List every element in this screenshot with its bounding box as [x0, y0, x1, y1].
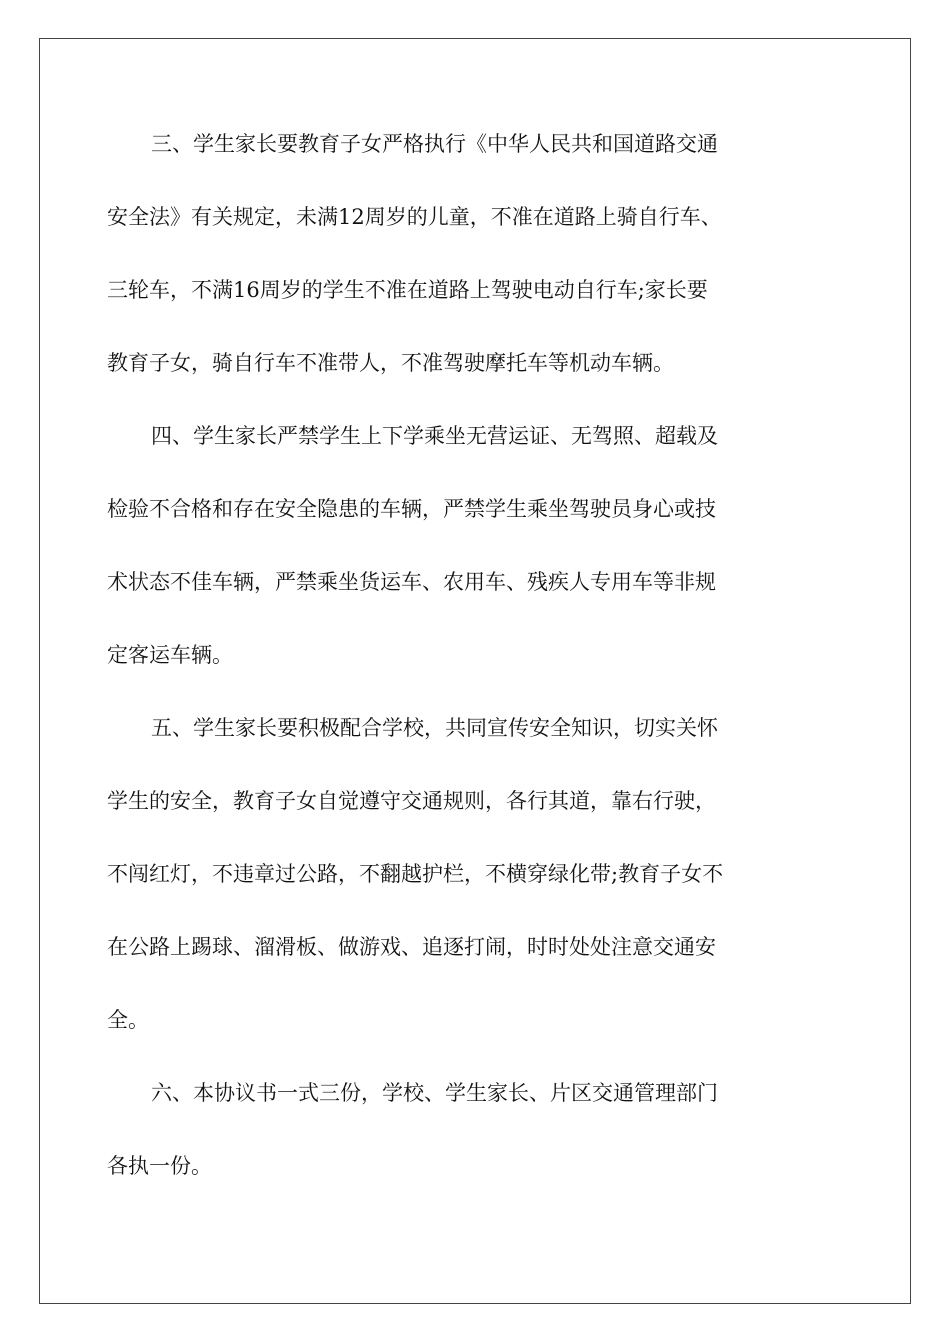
text-line: 四、学生家长严禁学生上下学乘坐无营运证、无驾照、超载及	[151, 424, 718, 448]
text-line: 安全法》有关规定，未满12周岁的儿童，不准在道路上骑自行车、	[107, 205, 722, 229]
paragraph-3	[107, 108, 767, 400]
text-line: 定客运车辆。	[107, 643, 233, 667]
text-line: 在公路上踢球、溜滑板、做游戏、追逐打闹，时时处处注意交通安	[107, 935, 716, 959]
paragraph-5	[107, 692, 767, 1057]
text-line: 学生的安全，教育子女自觉遵守交通规则，各行其道，靠右行驶，	[107, 789, 716, 813]
text-line: 各执一份。	[107, 1154, 212, 1178]
paragraph-4	[107, 400, 767, 692]
text-line: 五、学生家长要积极配合学校，共同宣传安全知识，切实关怀	[151, 716, 718, 740]
text-line: 教育子女，骑自行车不准带人，不准驾驶摩托车等机动车辆。	[107, 351, 674, 375]
paragraph-6	[107, 1057, 767, 1203]
text-line: 检验不合格和存在安全隐患的车辆，严禁学生乘坐驾驶员身心或技	[107, 497, 716, 521]
text-line: 三、学生家长要教育子女严格执行《中华人民共和国道路交通	[151, 132, 718, 156]
text-line: 六、本协议书一式三份，学校、学生家长、片区交通管理部门	[151, 1081, 718, 1105]
document-body	[107, 108, 767, 1203]
text-line: 术状态不佳车辆，严禁乘坐货运车、农用车、残疾人专用车等非规	[107, 570, 716, 594]
text-line: 不闯红灯，不违章过公路，不翻越护栏，不横穿绿化带;教育子女不	[107, 862, 724, 886]
text-line: 全。	[107, 1008, 149, 1032]
text-line: 三轮车，不满16周岁的学生不准在道路上驾驶电动自行车;家长要	[107, 278, 708, 302]
